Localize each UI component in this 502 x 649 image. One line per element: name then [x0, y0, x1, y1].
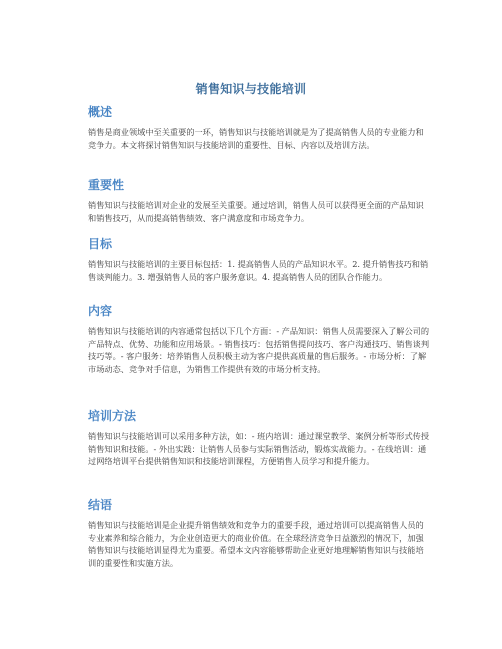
section-heading: 内容 — [88, 304, 113, 318]
section-overview — [0, 104, 502, 151]
section-importance — [0, 177, 502, 224]
section-body: 销售是商业领域中至关重要的一环，销售知识与技能培训就是为了提高销售人员的专业能力和竞争力。本文将探讨销售知识与技能培训的重要性、目标、内容以及培训方法。 — [88, 127, 424, 150]
section-body: 销售知识与技能培训的主要目标包括：1. 提高销售人员的产品知识水平。2. 提升销售技巧和销售谈判能力。3. 增强销售人员的客户服务意识。4. 提高销售人员的团队合作能力。 — [88, 259, 429, 282]
section-conclusion — [0, 497, 502, 569]
section-content — [0, 303, 502, 375]
section-heading: 结语 — [88, 498, 113, 512]
section-body: 销售知识与技能培训的内容通常包括以下几个方面：- 产品知识：销售人员需要深入了解公司的产品特点、优势、功能和应用场景。- 销售技巧：包括销售提问技巧、客户沟通技巧、销售谈判技巧等。- 客户服务：培养销售人员积极主动为客户提供高质量的售后服务。- 市场分析：了解市场动态、竞争对手信息，为销售工作提供有效的市场分析支持。 — [88, 326, 430, 374]
section-body: 销售知识与技能培训可以采用多种方法，如：- 班内培训：通过课堂教学、案例分析等形式传授销售知识和技能。- 外出实践：让销售人员参与实际销售活动，锻炼实战能力。- 在线培训：通过网络培训平台提供销售知识和技能培训课程，方便销售人员学习和提升能力。 — [88, 431, 430, 467]
section-body: 销售知识与技能培训对企业的发展至关重要。通过培训，销售人员可以获得更全面的产品知识和销售技巧，从而提高销售绩效、客户满意度和市场竞争力。 — [88, 200, 424, 223]
section-goals — [0, 236, 502, 283]
section-heading: 重要性 — [88, 178, 125, 192]
section-body: 销售知识与技能培训是企业提升销售绩效和竞争力的重要手段，通过培训可以提高销售人员的专业素养和综合能力，为企业创造更大的商业价值。在全球经济竞争日益激烈的情况下，加强销售知识与技能培训显得尤为重要。希望本文内容能够帮助企业更好地理解销售知识与技能培训的重要性和实施方法。 — [88, 520, 424, 568]
section-heading: 培训方法 — [88, 409, 137, 423]
document-title: 销售知识与技能培训 — [195, 82, 307, 96]
section-heading: 概述 — [88, 105, 113, 119]
section-heading: 目标 — [88, 237, 113, 251]
section-training-methods — [0, 408, 502, 468]
